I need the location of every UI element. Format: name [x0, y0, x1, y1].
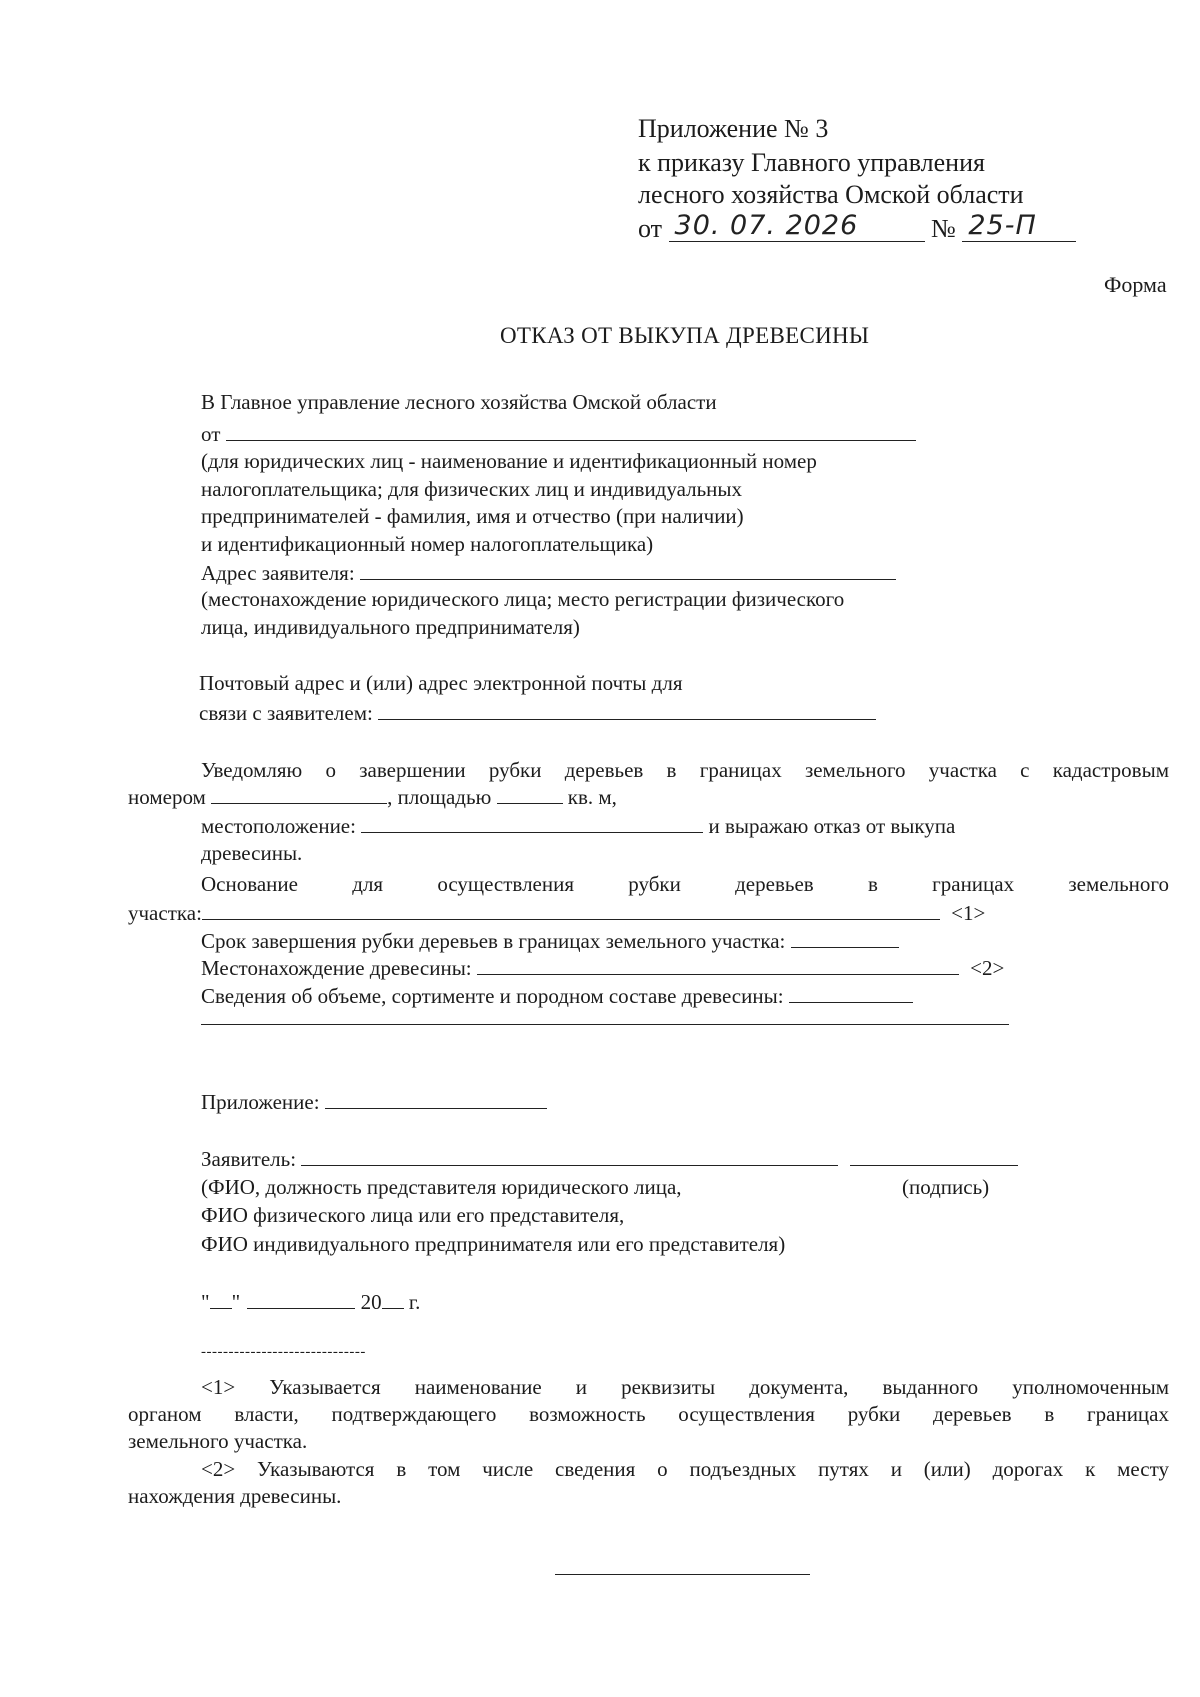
applicant-hint-4: и идентификационный номер налогоплательщика) — [201, 532, 654, 556]
applicant-name-field[interactable] — [226, 422, 916, 441]
volume-field[interactable] — [789, 984, 913, 1003]
location-line — [201, 814, 955, 837]
footnote-2-line-2: нахождения древесины. — [128, 1484, 342, 1508]
postal-contact-label: связи с заявителем: — [199, 701, 373, 725]
applicant-fio-hint-2: ФИО физического лица или его представителя, — [201, 1203, 625, 1227]
location-field[interactable] — [361, 814, 703, 833]
basis-label: участка: — [128, 901, 202, 925]
applicant-fio-hint-3: ФИО индивидуального предпринимателя или его представителя) — [201, 1232, 786, 1256]
notice-line: Уведомляю о завершении рубки деревьев в границах земельного участка с кадастровым — [201, 758, 1169, 782]
cadastral-number-line — [128, 785, 617, 808]
cadastral-number-label: номером — [128, 785, 206, 809]
footnote-1-line-2: органом власти, подтверждающего возможность осуществления рубки деревьев в границах — [128, 1402, 1169, 1426]
applicant-hint-1: (для юридических лиц - наименование и идентификационный номер — [201, 449, 817, 473]
order-date-field — [669, 210, 925, 242]
volume-label: Сведения об объеме, сортименте и породном составе древесины: — [201, 984, 784, 1008]
wood-location-field[interactable] — [477, 956, 959, 975]
applicant-hint-2: налогоплательщика; для физических лиц и индивидуальных — [201, 477, 742, 501]
year-suffix: г. — [408, 1290, 421, 1314]
order-date-line — [638, 210, 1076, 243]
deadline-line — [201, 929, 899, 952]
applicant-fio-field[interactable] — [301, 1147, 838, 1166]
signature-hint: (подпись) — [902, 1175, 990, 1199]
footnote-2-line-1: <2> Указываются в том числе сведения о подъездных путях и (или) дорогах к месту — [201, 1457, 1169, 1481]
order-date: 30. 07. 2026 — [674, 210, 859, 241]
applicant-signature-line — [201, 1147, 1018, 1170]
refusal-text: и выражаю отказ от выкупа — [708, 814, 956, 838]
attachment-field[interactable] — [325, 1090, 547, 1109]
footnote-separator: ------------------------------ — [201, 1344, 366, 1360]
order-reference: к приказу Главного управления — [638, 148, 985, 177]
area-unit: кв. м, — [567, 785, 617, 809]
appendix-number: Приложение № 3 — [638, 114, 829, 143]
year-prefix: 20 — [360, 1290, 382, 1314]
postal-contact-line — [199, 701, 876, 724]
wood-location-label: Местонахождение древесины: — [201, 956, 472, 980]
attachment-line — [201, 1090, 547, 1113]
order-number: 25-П — [968, 210, 1037, 241]
applicant-from-line — [201, 422, 916, 445]
wood-location-line — [201, 956, 1004, 979]
day-field[interactable] — [210, 1290, 232, 1309]
form-label: Форма — [1104, 272, 1167, 297]
applicant-address-line — [201, 561, 896, 584]
applicant-address-label: Адрес заявителя: — [201, 561, 355, 585]
order-number-field — [962, 210, 1076, 242]
basis-field[interactable] — [202, 901, 940, 920]
applicant-from-label: от — [201, 422, 221, 446]
applicant-address-field[interactable] — [360, 561, 896, 580]
area-label: , площадью — [387, 785, 492, 809]
quote-open: " — [201, 1290, 210, 1314]
from-label: от — [638, 214, 663, 243]
applicant-fio-hint-1: (ФИО, должность представителя юридического лица, — [201, 1175, 682, 1199]
attachment-label: Приложение: — [201, 1090, 320, 1114]
addressee-line: В Главное управление лесного хозяйства Омской области — [201, 390, 717, 414]
deadline-label: Срок завершения рубки деревьев в границах земельного участка: — [201, 929, 786, 953]
number-label: № — [931, 214, 956, 243]
quote-close: " — [231, 1290, 241, 1314]
year-field[interactable] — [382, 1290, 404, 1309]
basis-line: Основание для осуществления рубки деревьев в границах земельного — [201, 872, 1169, 896]
postal-address-line: Почтовый адрес и (или) адрес электронной почты для — [199, 671, 683, 695]
postal-contact-field[interactable] — [378, 701, 876, 720]
footnote-1-line-3: земельного участка. — [128, 1429, 308, 1453]
closing-rule — [555, 1574, 810, 1575]
document-title: ОТКАЗ ОТ ВЫКУПА ДРЕВЕСИНЫ — [500, 323, 870, 348]
basis-field-line — [128, 901, 985, 924]
applicant-label: Заявитель: — [201, 1147, 297, 1171]
volume-line — [201, 984, 913, 1007]
applicant-hint-3: предпринимателей - фамилия, имя и отчество (при наличии) — [201, 504, 744, 528]
deadline-field[interactable] — [791, 929, 899, 948]
note1-reference: <1> — [951, 901, 986, 925]
address-hint-2: лица, индивидуального предпринимателя) — [201, 615, 580, 639]
volume-continuation-field[interactable] — [201, 1024, 1009, 1025]
department-name: лесного хозяйства Омской области — [638, 180, 1024, 209]
cadastral-number-field[interactable] — [211, 785, 387, 804]
signature-field[interactable] — [850, 1147, 1018, 1166]
signing-date-line — [201, 1290, 420, 1313]
area-field[interactable] — [497, 785, 563, 804]
footnote-1-line-1: <1> Указывается наименование и реквизиты документа, выданного уполномоченным — [201, 1375, 1169, 1399]
address-hint-1: (местонахождение юридического лица; место регистрации физического — [201, 587, 845, 611]
month-field[interactable] — [247, 1290, 355, 1309]
wood-word: древесины. — [201, 841, 303, 865]
location-label: местоположение: — [201, 814, 356, 838]
note2-reference: <2> — [970, 956, 1005, 980]
